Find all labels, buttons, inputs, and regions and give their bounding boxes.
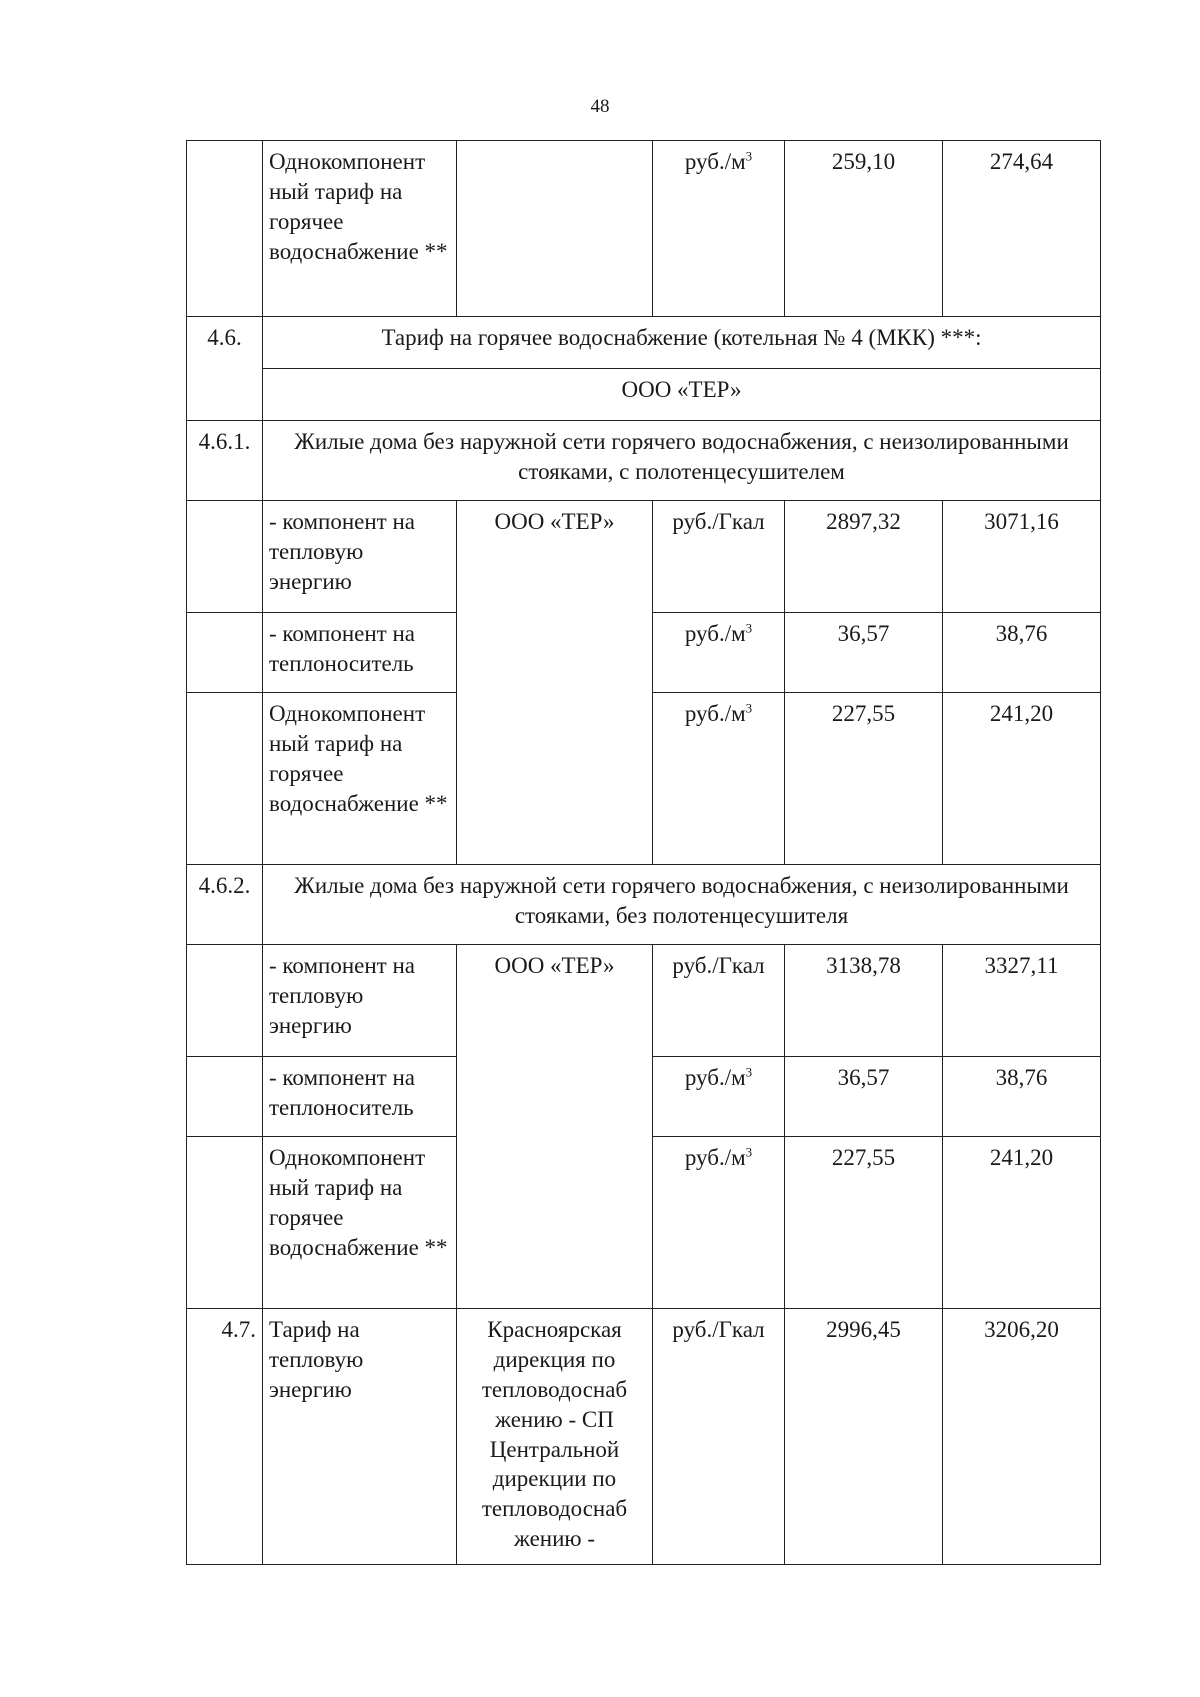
tariff-label: Однокомпонент ный тариф на горячее водоснабжение ** bbox=[263, 1137, 457, 1309]
value-year2: 3206,20 bbox=[943, 1309, 1101, 1565]
tariff-label: - компонент на тепловую энергию bbox=[263, 501, 457, 613]
row-number-cell bbox=[187, 945, 263, 1057]
value-year1: 3138,78 bbox=[785, 945, 943, 1057]
row-number-cell bbox=[187, 1137, 263, 1309]
value-year1: 2996,45 bbox=[785, 1309, 943, 1565]
row-number-cell bbox=[187, 501, 263, 613]
section-number: 4.6. bbox=[187, 317, 263, 421]
row-number-cell bbox=[187, 141, 263, 317]
value-year2: 241,20 bbox=[943, 1137, 1101, 1309]
organization-cell: Красноярская дирекция по тепловодоснаб жению - СП Центральной дирекции по тепловодоснаб жению - bbox=[457, 1309, 653, 1565]
row-number-cell bbox=[187, 1057, 263, 1137]
unit-cell: $руб./м^3$ bbox=[653, 141, 785, 317]
value-year1: 2897,32 bbox=[785, 501, 943, 613]
unit-cell: $руб./м^3$ bbox=[653, 693, 785, 865]
section-row bbox=[187, 317, 1101, 369]
value-year1: 227,55 bbox=[785, 1137, 943, 1309]
tariff-table bbox=[186, 140, 1101, 1565]
unit-cell: руб./Гкал bbox=[653, 945, 785, 1057]
value-year2: 241,20 bbox=[943, 693, 1101, 865]
tariff-label: - компонент на теплоноситель bbox=[263, 1057, 457, 1137]
section-title: Жилые дома без наружной сети горячего водоснабжения, с неизолированными стояками, без полотенцесушителя bbox=[263, 865, 1101, 945]
value-year1: 259,10 bbox=[785, 141, 943, 317]
organization-cell bbox=[457, 141, 653, 317]
value-year2: 3071,16 bbox=[943, 501, 1101, 613]
page-number: 48 bbox=[590, 96, 610, 117]
row-number-cell bbox=[187, 693, 263, 865]
organization-cell: ООО «ТЕР» bbox=[457, 501, 653, 865]
section-number: 4.7. bbox=[187, 1309, 263, 1565]
tariff-label: Однокомпонент ный тариф на горячее водоснабжение ** bbox=[263, 693, 457, 865]
section-title: Тариф на горячее водоснабжение (котельная № 4 (МКК) ***: bbox=[263, 317, 1101, 369]
table-row bbox=[187, 141, 1101, 317]
section-organization: ООО «ТЕР» bbox=[263, 369, 1101, 421]
value-year2: 38,76 bbox=[943, 1057, 1101, 1137]
tariff-label: Однокомпонент ный тариф на горячее водоснабжение ** bbox=[263, 141, 457, 317]
section-number: 4.6.1. bbox=[187, 421, 263, 501]
section-number: 4.6.2. bbox=[187, 865, 263, 945]
unit-cell: руб./Гкал bbox=[653, 501, 785, 613]
value-year2: 274,64 bbox=[943, 141, 1101, 317]
organization-cell: ООО «ТЕР» bbox=[457, 945, 653, 1309]
section-title: Жилые дома без наружной сети горячего водоснабжения, с неизолированными стояками, с полотенцесушителем bbox=[263, 421, 1101, 501]
value-year2: 3327,11 bbox=[943, 945, 1101, 1057]
subsection-row bbox=[187, 865, 1101, 945]
row-number-cell bbox=[187, 613, 263, 693]
tariff-label: - компонент на тепловую энергию bbox=[263, 945, 457, 1057]
unit-cell: $руб./м^3$ bbox=[653, 1057, 785, 1137]
unit-cell: $руб./м^3$ bbox=[653, 613, 785, 693]
value-year1: 36,57 bbox=[785, 613, 943, 693]
table-row bbox=[187, 945, 1101, 1057]
value-year1: 227,55 bbox=[785, 693, 943, 865]
unit-cell: руб./Гкал bbox=[653, 1309, 785, 1565]
table-row bbox=[187, 1309, 1101, 1565]
tariff-label: - компонент на теплоноситель bbox=[263, 613, 457, 693]
tariff-label: Тариф на тепловую энергию bbox=[263, 1309, 457, 1565]
table-row bbox=[187, 501, 1101, 613]
subsection-row bbox=[187, 421, 1101, 501]
section-org-row bbox=[187, 369, 1101, 421]
value-year2: 38,76 bbox=[943, 613, 1101, 693]
value-year1: 36,57 bbox=[785, 1057, 943, 1137]
unit-cell: $руб./м^3$ bbox=[653, 1137, 785, 1309]
